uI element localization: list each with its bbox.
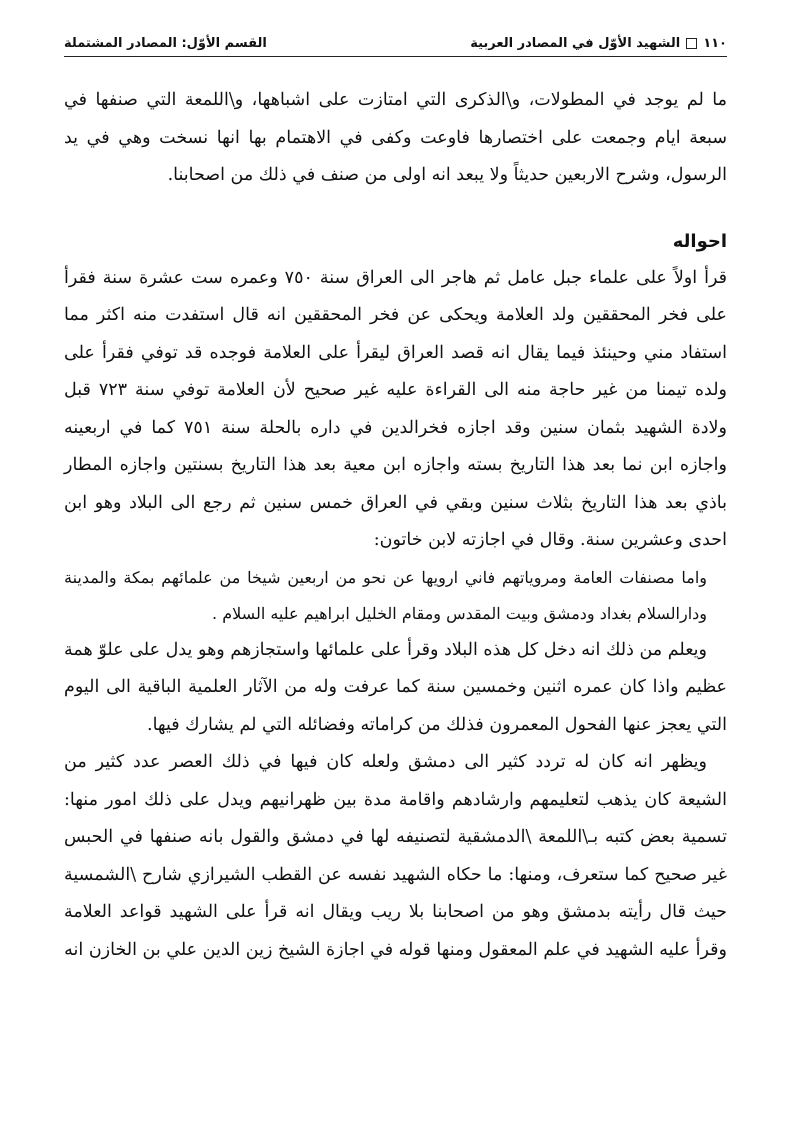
paragraph-damascus: ويظهر انه كان له تردد كثير الى دمشق ولعله كان فيها في ذلك العصر عدد كثير من الشيعة كان يذهب لتعليمهم وارشادهم واقامة مدة بين ظهرانيهم ويدل على ذلك امور منها: تسمية بعض كتبه بـ\اللمعة \الدمشقية لتصنيفه لها في دمشق والقول بانه صنفها في الحبس غير صحيح كما ستعرف، ومنها: ما حكاه الشهيد نفسه عن القطب الشيرازي شارح \الشمسية حيث قال رأيته بدمشق وهو من اصحابنا بلا ريب ويقال انه قرأ على الشهيد قواعد العلامة وقرأ عليه الشهيد في علم المعقول ومنها قوله في اجازة الشيخ زين الدين علي بن الخازن انه [64,752,727,960]
section-heading: احواله [672,230,727,252]
paragraph-biography: قرأ اولاً على علماء جبل عامل ثم هاجر الى العراق سنة ٧٥٠ وعمره ست عشرة سنة فقرأ على فخر المحققين ولد العلامة ويحكى عن فخر المحققين انه قال استفدت منه اكثر مما استفاد مني وحينئذ فيما يقال انه قصد العراق ليقرأ على العلامة فوجده قد توفي فقرأ على ولده تيمنا من غير حاجة منه الى القراءة عليه غير صحيح لأن العلامة توفي سنة ٧٢٣ قبل ولادة الشهيد بثمان سنين وقد اجازه فخرالدين في داره بالحلة سنة ٧٥١ كما في اربعينه واجازه ابن نما بعد هذا التاريخ بسته واجازه ابن معية بعد هذا التاريخ بسنتين واجازه المطار باذي بعد هذا التاريخ بثلاث سنين وبقي في العراق خمس سنين ثم رجع الى البلاد وهو ابن احدى وعشرين سنة. وقال في اجازته لابن خاتون: [64,267,728,550]
quoted-passage: واما مصنفات العامة ومروياتهم فاني ارويها عن نحو من اربعين شيخا من علمائهم بمكة والمدينة ودارالسلام بغداد ودمشق وبيت المقدس ومقام الخليل ابراهيم عليه السلام . [64,567,707,623]
header-book-info [470,36,727,51]
section-title: القسم الأوّل: المصادر المشتملة [64,35,267,51]
running-header [64,30,727,57]
square-bullet-icon [686,38,697,49]
body-text [64,82,727,969]
book-title: الشهيد الأوّل في المصادر العربية [470,35,681,51]
paragraph-travels: ويعلم من ذلك انه دخل كل هذه البلاد وقرأ على علمائها واستجازهم وهو يدل على علوّ همة عظيم واذا كان عمره اثنين وخمسين سنة كما عرفت وله من الآثار العلمية الباقية الى اليوم التي يعجز عنها الفحول المعمرون فذلك من كراماته وفضائله التي لم يشارك فيها. [64,639,727,735]
intro-paragraph: ما لم يوجد في المطولات، و\الذكرى التي امتازت على اشباهها، و\اللمعة التي صنفها في سبعة ايام وجمعت على اختصارها فاوعت وكفى في الاهتمام بها انها نسخت وهي في يد الرسول، وشرح الاربعين حديثاً ولا يبعد انه اولى من صنف في ذلك من اصحابنا. [64,90,727,185]
page-number: ١١٠ [703,35,727,51]
